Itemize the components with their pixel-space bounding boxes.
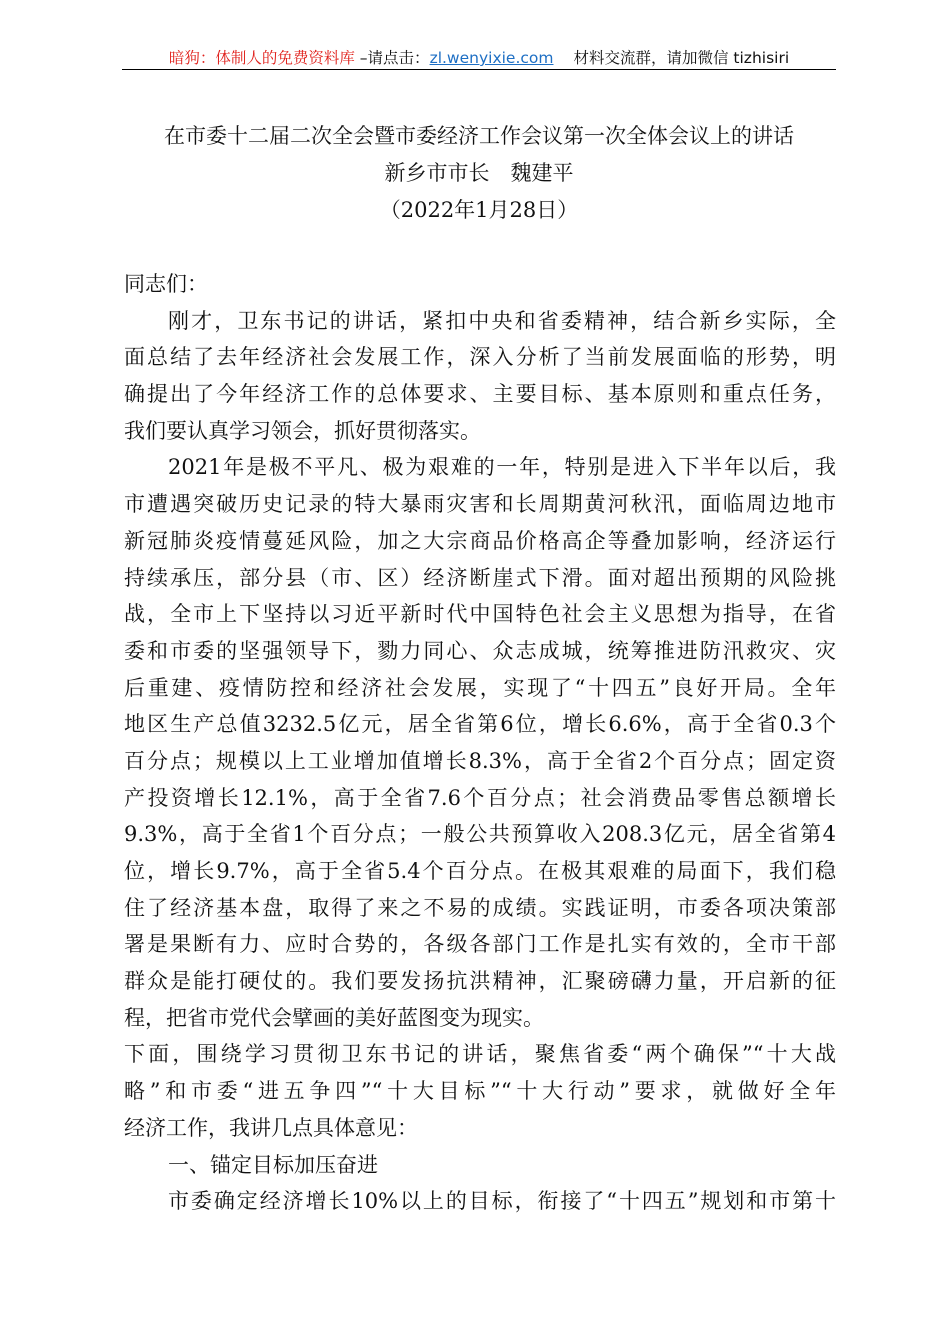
wechat-text: 材料交流群，请加微信 tizhisiri [573,49,790,67]
paragraph-line: 经济工作，我讲几点具体意见： [124,1115,418,1140]
paragraph-line: 住了经济基本盘，取得了来之不易的成绩。实践证明，市委各项决策部 [124,895,836,920]
header-rule [122,69,836,70]
salutation: 同志们： [124,272,208,296]
paragraph-line: 持续承压，部分县（市、区）经济断崖式下滑。面对超出预期的风险挑 [124,565,836,590]
promo-header [122,46,836,68]
paragraph-line: 9.3%，高于全省1个百分点；一般公共预算收入208.3亿元，居全省第4 [124,822,836,847]
paragraph-line: 后重建、疫情防控和经济社会发展，实现了“十四五”良好开局。全年 [124,675,836,700]
paragraph-line: 面总结了去年经济社会发展工作，深入分析了当前发展面临的形势，明 [124,345,836,370]
paragraph-line: 署是果断有力、应时合势的，各级各部门工作是扎实有效的，全市干部 [124,932,836,957]
paragraph-line: 下面，围绕学习贯彻卫东书记的讲话，聚焦省委“两个确保”“十大战 [124,1042,836,1067]
paragraph-line: 市委确定经济增长10%以上的目标，衔接了“十四五”规划和市第十 [168,1189,836,1214]
document-date: （2022年1月28日） [379,198,579,222]
paragraph-line: 百分点；规模以上工业增加值增长8.3%，高于全省2个百分点；固定资 [124,748,836,773]
promo-link[interactable]: zl.wenyixie.com [429,49,554,67]
document-author: 新乡市市长 魏建平 [384,161,574,185]
document-body [124,266,836,1220]
paragraph-line: 确提出了今年经济工作的总体要求、主要目标、基本原则和重点任务， [124,382,836,407]
paragraph-line: 战，全市上下坚持以习近平新时代中国特色社会主义思想为指导，在省 [124,602,836,627]
paragraph-line: 一、锚定目标加压奋进 [168,1152,378,1177]
paragraph-line: 产投资增长12.1%，高于全省7.6个百分点；社会消费品零售总额增长 [124,785,836,810]
paragraph-line: 2021年是极不平凡、极为艰难的一年，特别是进入下半年以后，我 [168,455,836,480]
document-title: 在市委十二届二次全会暨市委经济工作会议第一次全体会议上的讲话 [164,124,794,148]
paragraph-line: 群众是能打硬仗的。我们要发扬抗洪精神，汇聚磅礴力量，开启新的征 [124,969,836,994]
paragraph-line: 委和市委的坚强领导下，勠力同心、众志成城，统筹推进防汛救灾、灾 [124,638,836,663]
promo-text: 暗狗：体制人的免费资料库 [168,49,355,67]
paragraph-line: 地区生产总值3232.5亿元，居全省第6位，增长6.6%，高于全省0.3个 [124,712,836,737]
paragraph-line: 程，把省市党代会擘画的美好蓝图变为现实。 [124,1005,544,1030]
paragraph-line: 新冠肺炎疫情蔓延风险，加之大宗商品价格高企等叠加影响，经济运行 [124,528,836,553]
paragraph-line: 我们要认真学习领会，抓好贯彻落实。 [124,418,481,443]
paragraph-line: 位，增长9.7%，高于全省5.4个百分点。在极其艰难的局面下，我们稳 [124,859,836,883]
paragraph-line: 刚才，卫东书记的讲话，紧扣中央和省委精神，结合新乡实际，全 [168,308,836,333]
promo-click-label: –请点击： [354,49,430,67]
paragraph-line: 市遭遇突破历史记录的特大暴雨灾害和长周期黄河秋汛，面临周边地市 [124,492,836,517]
paragraph-line: 略”和市委“进五争四”“十大目标”“十大行动”要求，就做好全年 [124,1079,836,1104]
